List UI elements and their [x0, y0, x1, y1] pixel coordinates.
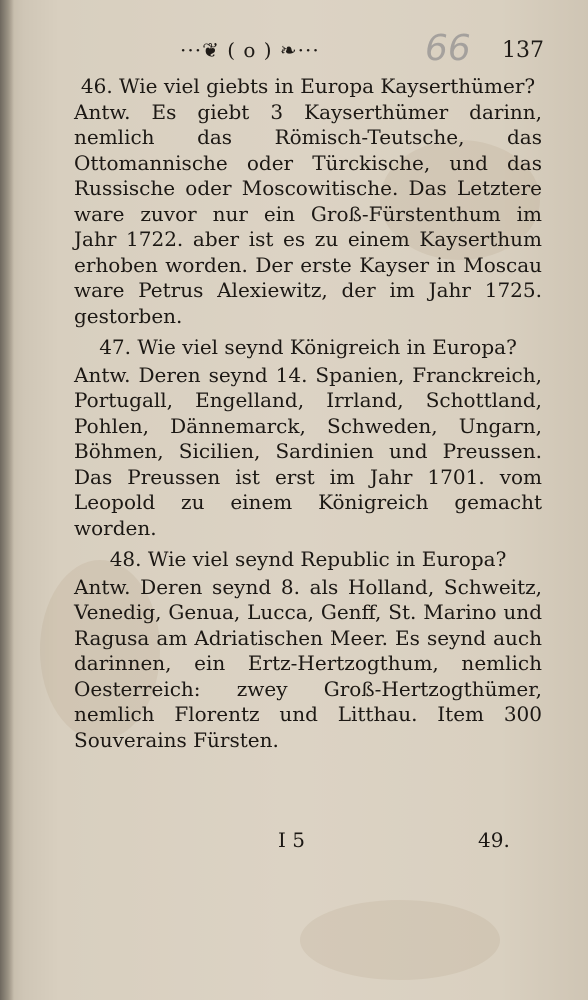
- paper-stain: [300, 900, 500, 980]
- question-47: 47. Wie viel seynd Königreich in Europa?: [99, 335, 517, 359]
- question-48: 48. Wie viel seynd Republic in Europa?: [109, 547, 507, 571]
- answer-46: Antw. Es giebt 3 Kayserthümer darinn, nemlich das Römisch-Teutsche, das Ottomannische oder Türckische, und das Russische oder Moscowitische. Das Letztere ware zuvor nur ein Groß-Fürstenthum im Jahr 1722. aber ist es zu einem Kayserthum erhoben worden. Der erste Kayser in Moscau ware Petrus Alexiewitz, der im Jahr 1725. gestorben.: [74, 99, 542, 328]
- answer-47: Antw. Deren seynd 14. Spanien, Franckreich, Portugall, Engelland, Irrland, Schottland, Pohlen, Dännemarck, Schweden, Ungarn, Böhmen, Sicilien, Sardinien und Preussen. Das Preussen ist erst im Jahr 1701. vom Leopold zu einem Königreich gemacht worden.: [74, 362, 542, 540]
- signature-mark: I 5: [278, 828, 305, 852]
- page-footer: [0, 828, 588, 858]
- page-header: [180, 28, 544, 70]
- page-number: 137: [502, 38, 544, 63]
- page-body: [74, 74, 542, 753]
- question-46: 46. Wie viel giebts in Europa Kayserthümer?: [80, 74, 536, 98]
- answer-48: Antw. Deren seynd 8. als Holland, Schweitz, Venedig, Genua, Lucca, Genff, St. Marino und Ragusa am Adriatischen Meer. Es seynd auch darinnen, ein Ertz-Hertzogthum, nemlich Oesterreich: zwey Groß-Hertzogthümer, nemlich Florentz und Litthau. Item 300 Souverains Fürsten.: [74, 574, 542, 752]
- header-ornament: ···❦ ( o ) ❧···: [180, 38, 320, 62]
- handwritten-page-number: 66: [425, 28, 471, 69]
- catchword: 49.: [478, 828, 510, 852]
